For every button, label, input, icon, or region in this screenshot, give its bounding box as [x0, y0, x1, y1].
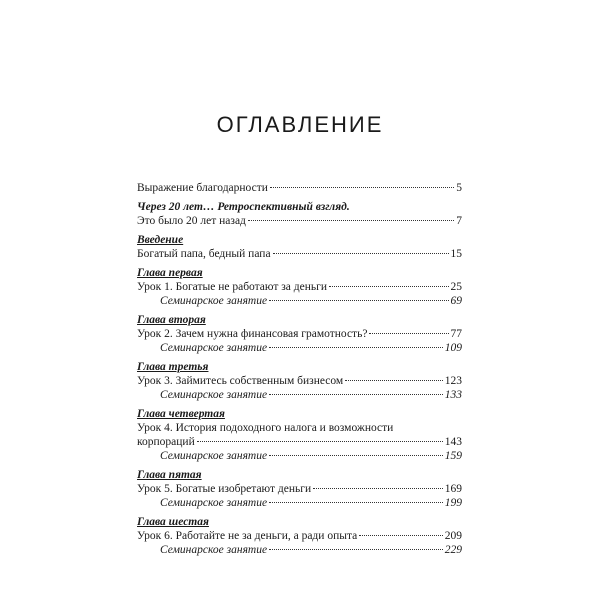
toc-entry-text: Урок 6. Работайте не за деньги, а ради опыта [137, 530, 358, 542]
toc-entry-text: корпораций [137, 436, 195, 448]
dot-leader [359, 535, 443, 536]
chapter-heading-2: Глава вторая [137, 314, 206, 326]
dot-leader [269, 549, 443, 550]
page-number: 133 [444, 389, 462, 401]
table-of-contents [137, 181, 462, 557]
dot-leader [345, 380, 443, 381]
toc-entry-lesson-1[interactable] [137, 280, 462, 294]
toc-entry-seminar-2[interactable] [137, 341, 462, 355]
page-number: 25 [450, 281, 462, 293]
page-number: 143 [444, 436, 462, 448]
toc-entry-text: Урок 2. Зачем нужна финансовая грамотность? [137, 328, 368, 340]
toc-entry-text: Выражение благодарности [137, 182, 268, 194]
page-number: 109 [444, 342, 462, 354]
page-number: 159 [444, 450, 462, 462]
dot-leader [270, 187, 454, 188]
chapter-heading-4: Глава четвертая [137, 408, 225, 420]
toc-entry-lesson-5[interactable] [137, 482, 462, 496]
dot-leader [369, 333, 448, 334]
page-number: 199 [444, 497, 462, 509]
toc-entry-thanks[interactable] [137, 181, 462, 195]
chapter-heading-5: Глава пятая [137, 469, 202, 481]
toc-entry-text: Богатый папа, бедный папа [137, 248, 271, 260]
toc-entry-seminar-6[interactable] [137, 543, 462, 557]
dot-leader [197, 441, 443, 442]
dot-leader [248, 220, 454, 221]
dot-leader [273, 253, 449, 254]
toc-entry-text: Семинарское занятие [160, 295, 268, 307]
dot-leader [269, 347, 443, 348]
dot-leader [269, 455, 443, 456]
dot-leader [269, 394, 443, 395]
page-number: 5 [456, 182, 462, 194]
page-number: 77 [450, 328, 462, 340]
page-number: 209 [444, 530, 462, 542]
toc-entry-seminar-4[interactable] [137, 449, 462, 463]
toc-entry-retro[interactable] [137, 214, 462, 228]
chapter-heading-6: Глава шестая [137, 516, 209, 528]
toc-entry-lesson-4[interactable] [137, 435, 462, 449]
dot-leader [269, 300, 448, 301]
page-number: 15 [450, 248, 462, 260]
toc-entry-lesson-4-line1[interactable]: Урок 4. История подоходного налога и возможности [137, 422, 394, 434]
toc-entry-seminar-5[interactable] [137, 496, 462, 510]
dot-leader [329, 286, 449, 287]
page-number: 69 [450, 295, 462, 307]
toc-entry-text: Урок 1. Богатые не работают за деньги [137, 281, 327, 293]
dot-leader [269, 502, 443, 503]
toc-entry-lesson-6[interactable] [137, 529, 462, 543]
page-title: ОГЛАВЛЕНИЕ [216, 112, 384, 137]
toc-entry-text: Семинарское занятие [160, 389, 268, 401]
toc-entry-lesson-2[interactable] [137, 327, 462, 341]
chapter-heading-1: Глава первая [137, 267, 203, 279]
toc-entry-text: Урок 5. Богатые изобретают деньги [137, 483, 312, 495]
page-number: 169 [444, 483, 462, 495]
toc-entry-text: Семинарское занятие [160, 342, 268, 354]
toc-entry-text: Семинарское занятие [160, 497, 268, 509]
page-number: 123 [444, 375, 462, 387]
toc-entry-seminar-1[interactable] [137, 294, 462, 308]
page-number: 7 [456, 215, 462, 227]
toc-entry-text: Семинарское занятие [160, 544, 268, 556]
toc-entry-lesson-3[interactable] [137, 374, 462, 388]
toc-entry-text: Урок 3. Займитесь собственным бизнесом [137, 375, 344, 387]
section-heading-retro: Через 20 лет… Ретроспективный взгляд. [137, 201, 350, 213]
toc-entry-intro[interactable] [137, 247, 462, 261]
section-heading-intro: Введение [137, 234, 184, 246]
toc-entry-text: Это было 20 лет назад [137, 215, 246, 227]
page-number: 229 [444, 544, 462, 556]
toc-entry-seminar-3[interactable] [137, 388, 462, 402]
toc-entry-text: Семинарское занятие [160, 450, 268, 462]
dot-leader [313, 488, 443, 489]
chapter-heading-3: Глава третья [137, 361, 209, 373]
